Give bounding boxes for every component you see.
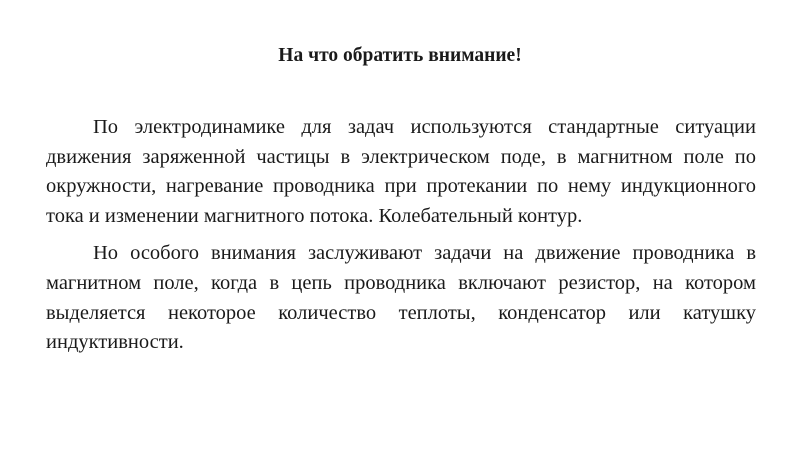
slide-body [46,113,756,358]
slide-title: На что обратить внимание! [278,45,522,66]
paragraph-2: Но особого внимания заслуживают задачи на движение проводника в магнитном поле, когда в цепь проводника включают резистор, на котором выделяется некоторое количество теплоты, конденсатор или катушку индуктивности. [46,242,756,354]
paragraph-1: По электродинамике для задач используются стандартные ситуации движения заряженной частицы в электрическом поде, в магнитном поле по окружности, нагревание проводника при протекании по нему индукционного тока и изменении магнитного потока. Колебательный контур. [46,116,756,227]
